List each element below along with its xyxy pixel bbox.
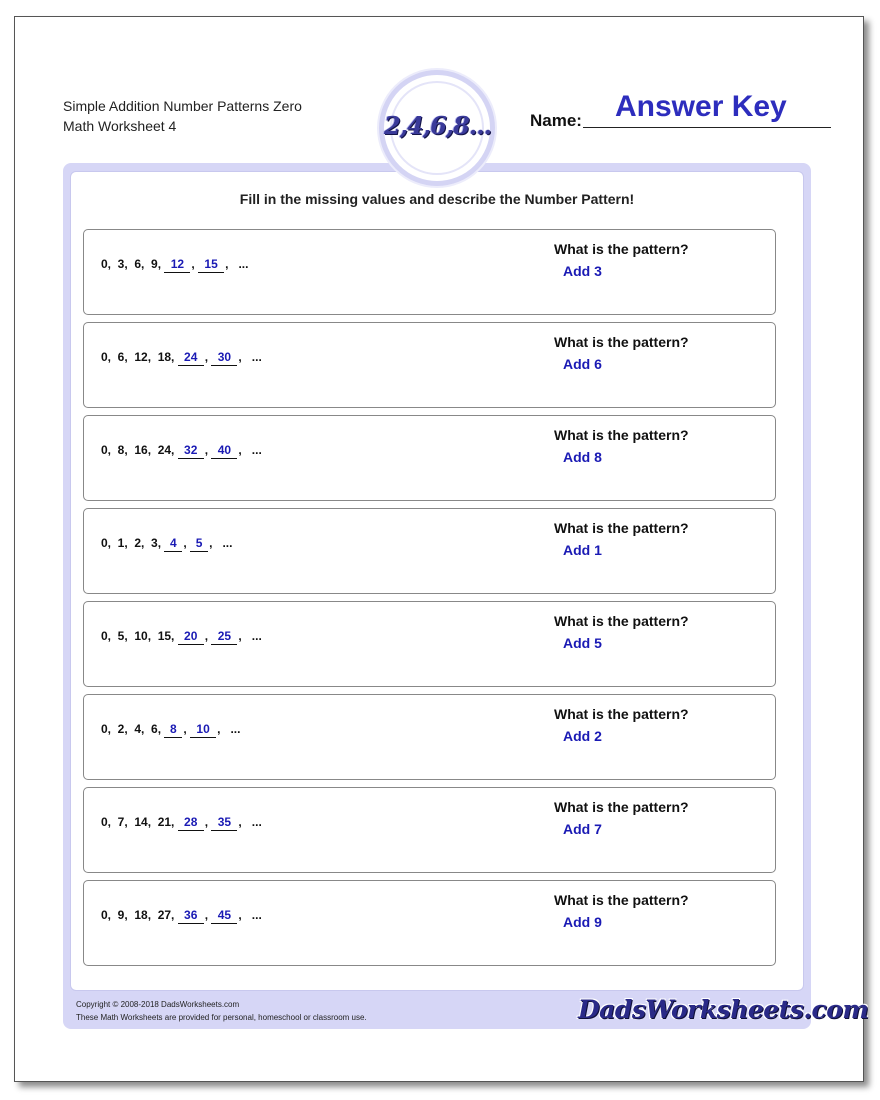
name-label: Name: xyxy=(530,111,582,130)
problem-3 xyxy=(83,415,776,501)
answer-2: 30 xyxy=(211,350,237,366)
sequence: 0, 8, 16, 24, 32 , 40 , ... xyxy=(101,443,262,457)
pattern-question: What is the pattern? xyxy=(554,799,689,815)
ellipsis: ... xyxy=(251,350,262,364)
answer-1: 20 xyxy=(178,629,204,645)
answer-2: 15 xyxy=(198,257,224,273)
answer-2: 45 xyxy=(211,908,237,924)
usage-notice: These Math Worksheets are provided for personal, homeschool or classroom use. xyxy=(76,1013,367,1022)
problem-6 xyxy=(83,694,776,780)
answer-1: 12 xyxy=(164,257,190,273)
answer-1: 24 xyxy=(178,350,204,366)
ellipsis: ... xyxy=(251,443,262,457)
pattern-answer: Add 2 xyxy=(563,728,602,744)
copyright-text: Copyright © 2008-2018 DadsWorksheets.com xyxy=(76,1000,240,1009)
title-line-1: Simple Addition Number Patterns Zero xyxy=(63,98,302,114)
ellipsis: ... xyxy=(238,257,249,271)
answer-2: 35 xyxy=(211,815,237,831)
given-terms: 0, 3, 6, 9, xyxy=(101,257,162,271)
pattern-question: What is the pattern? xyxy=(554,241,689,257)
dadsworksheets-logo: DadsWorksheets.com xyxy=(578,995,869,1024)
ellipsis: ... xyxy=(251,815,262,829)
ellipsis: ... xyxy=(251,908,262,922)
given-terms: 0, 7, 14, 21, xyxy=(101,815,175,829)
sequence: 0, 6, 12, 18, 24 , 30 , ... xyxy=(101,350,262,364)
ellipsis: ... xyxy=(230,722,241,736)
pattern-question: What is the pattern? xyxy=(554,427,689,443)
answer-1: 8 xyxy=(164,722,182,738)
answer-1: 4 xyxy=(164,536,182,552)
pattern-answer: Add 5 xyxy=(563,635,602,651)
given-terms: 0, 9, 18, 27, xyxy=(101,908,175,922)
answer-2: 5 xyxy=(190,536,208,552)
sequence: 0, 9, 18, 27, 36 , 45 , ... xyxy=(101,908,262,922)
given-terms: 0, 8, 16, 24, xyxy=(101,443,175,457)
pattern-answer: Add 1 xyxy=(563,542,602,558)
problem-5 xyxy=(83,601,776,687)
sequence: 0, 5, 10, 15, 20 , 25 , ... xyxy=(101,629,262,643)
instructions: Fill in the missing values and describe the Number Pattern! xyxy=(239,191,635,207)
given-terms: 0, 2, 4, 6, xyxy=(101,722,162,736)
sequence: 0, 7, 14, 21, 28 , 35 , ... xyxy=(101,815,262,829)
pattern-answer: Add 3 xyxy=(563,263,602,279)
pattern-question: What is the pattern? xyxy=(554,520,689,536)
pattern-question: What is the pattern? xyxy=(554,706,689,722)
problem-1 xyxy=(83,229,776,315)
ellipsis: ... xyxy=(222,536,233,550)
pattern-question: What is the pattern? xyxy=(554,892,689,908)
sequence: 0, 1, 2, 3, 4 , 5 , ... xyxy=(101,536,233,550)
problem-8 xyxy=(83,880,776,966)
pattern-answer: Add 6 xyxy=(563,356,602,372)
pattern-answer: Add 7 xyxy=(563,821,602,837)
pattern-answer: Add 8 xyxy=(563,449,602,465)
answer-1: 36 xyxy=(178,908,204,924)
logo-text: 2,4,6,8... xyxy=(384,111,491,140)
pattern-answer: Add 9 xyxy=(563,914,602,930)
sequence: 0, 2, 4, 6, 8 , 10 , ... xyxy=(101,722,241,736)
answer-1: 32 xyxy=(178,443,204,459)
problem-4 xyxy=(83,508,776,594)
problem-7 xyxy=(83,787,776,873)
answer-1: 28 xyxy=(178,815,204,831)
answer-2: 10 xyxy=(190,722,216,738)
answer-2: 25 xyxy=(211,629,237,645)
pattern-logo-icon xyxy=(379,70,495,186)
title-line-2: Math Worksheet 4 xyxy=(63,118,177,134)
name-line xyxy=(583,127,831,128)
pattern-question: What is the pattern? xyxy=(554,334,689,350)
given-terms: 0, 1, 2, 3, xyxy=(101,536,162,550)
pattern-question: What is the pattern? xyxy=(554,613,689,629)
ellipsis: ... xyxy=(251,629,262,643)
footer-copyright xyxy=(76,998,367,1024)
problem-2 xyxy=(83,322,776,408)
answer-2: 40 xyxy=(211,443,237,459)
given-terms: 0, 5, 10, 15, xyxy=(101,629,175,643)
worksheet-title xyxy=(63,96,302,136)
sequence: 0, 3, 6, 9, 12 , 15 , ... xyxy=(101,257,249,271)
answer-key-label: Answer Key xyxy=(615,90,787,123)
given-terms: 0, 6, 12, 18, xyxy=(101,350,175,364)
